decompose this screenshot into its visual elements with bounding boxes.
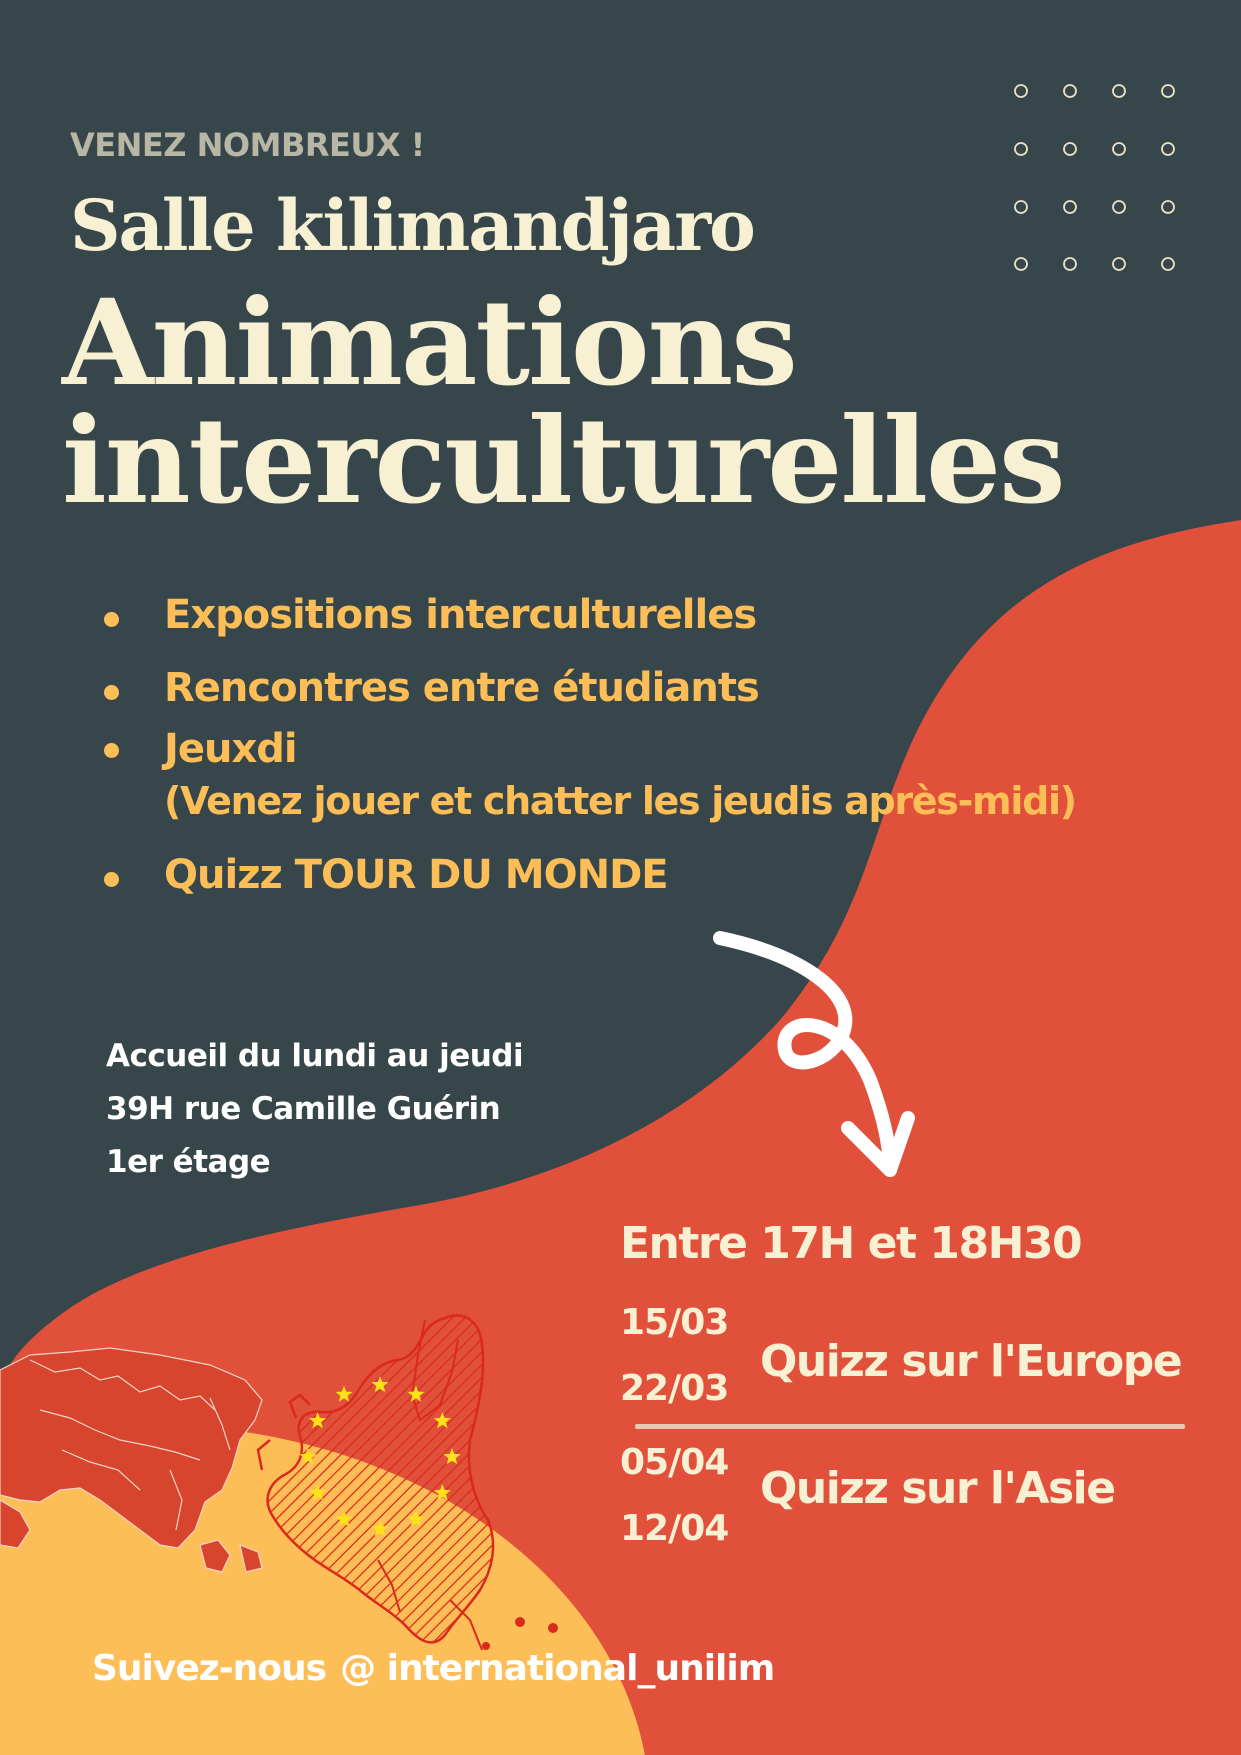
dot-ring <box>1064 143 1076 155</box>
title-line-2: interculturelles <box>62 391 1064 530</box>
time-range: Entre 17H et 18H30 <box>620 1218 1082 1269</box>
social-follow <box>92 1648 774 1689</box>
kicker-text: VENEZ NOMBREUX ! <box>70 126 425 164</box>
bullet-dot-icon <box>104 685 119 700</box>
address-block <box>106 1030 523 1189</box>
dot-ring <box>1015 201 1027 213</box>
address-line: 1er étage <box>106 1144 271 1180</box>
poster-title <box>62 273 1064 530</box>
venue-name: Salle kilimandjaro <box>70 184 754 267</box>
quiz-date: 22/03 <box>620 1368 729 1409</box>
schedule-divider <box>635 1424 1185 1429</box>
dot-ring <box>1162 258 1174 270</box>
bullet-dot-icon <box>104 612 119 627</box>
activities-list <box>100 592 1076 898</box>
dot-ring <box>1015 258 1027 270</box>
activity-label: Quizz TOUR DU MONDE <box>164 852 668 898</box>
dot-ring <box>1113 143 1125 155</box>
dot-ring <box>1064 201 1076 213</box>
activity-item <box>100 852 1076 898</box>
activity-label: Expositions interculturelles <box>164 592 757 638</box>
title-line-1: Animations <box>62 273 796 412</box>
activity-detail: (Venez jouer et chatter les jeudis après-midi) <box>164 779 1076 823</box>
quiz-date: 15/03 <box>620 1302 729 1343</box>
dot-ring <box>1064 85 1076 97</box>
quiz-date: 12/04 <box>620 1508 729 1549</box>
bullet-dot-icon <box>104 743 119 758</box>
quiz-asia-label: Quizz sur l'Asie <box>760 1463 1115 1514</box>
bullet-dot-icon <box>104 872 119 887</box>
quiz-date: 05/04 <box>620 1442 729 1483</box>
dot-ring <box>1113 201 1125 213</box>
dot-ring <box>1015 143 1027 155</box>
dot-ring <box>1015 85 1027 97</box>
follow-text: Suivez-nous <box>92 1648 327 1689</box>
quiz-europe-label: Quizz sur l'Europe <box>760 1336 1182 1387</box>
activity-item <box>100 592 1076 638</box>
dot-ring <box>1162 85 1174 97</box>
dot-grid-decoration <box>1015 85 1174 270</box>
activity-label: Jeuxdi <box>164 726 297 772</box>
dot-ring <box>1113 258 1125 270</box>
activity-item <box>100 723 1076 827</box>
activity-label: Rencontres entre étudiants <box>164 665 759 711</box>
dot-ring <box>1162 201 1174 213</box>
address-line: Accueil du lundi au jeudi <box>106 1038 524 1074</box>
social-handle-link[interactable]: @ international_unilim <box>340 1648 775 1689</box>
address-line: 39H rue Camille Guérin <box>106 1091 501 1127</box>
dot-ring <box>1113 85 1125 97</box>
dot-ring <box>1162 143 1174 155</box>
dot-ring <box>1064 258 1076 270</box>
activity-item <box>100 665 1076 711</box>
